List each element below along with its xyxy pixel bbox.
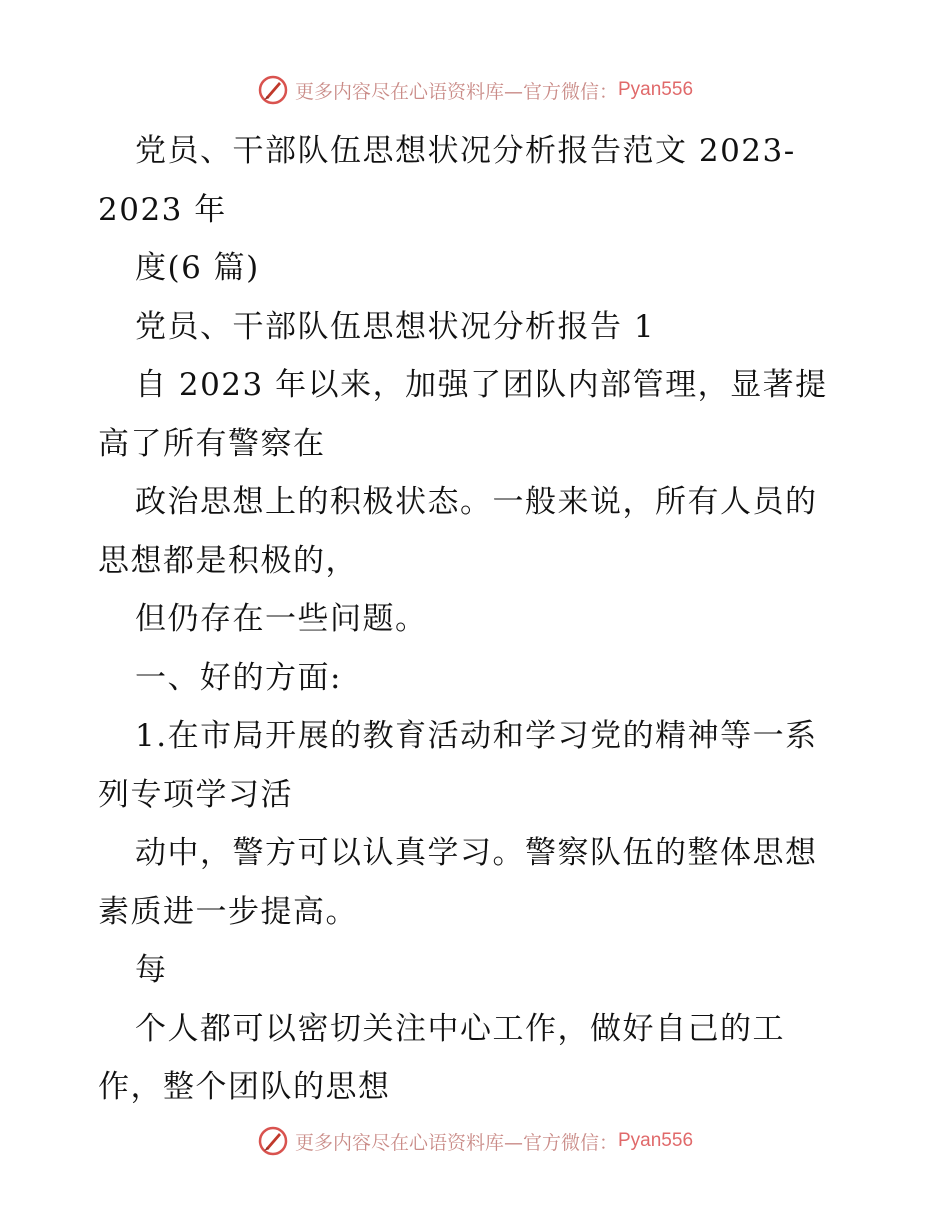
text-line: 党员、干部队伍思想状况分析报告范文 2023-	[135, 133, 796, 169]
document-body	[98, 122, 858, 1117]
text-line: 党员、干部队伍思想状况分析报告 1	[135, 308, 656, 345]
watermark-text: 更多内容尽在心语资料库—官方微信：	[294, 80, 618, 103]
text-line: 但仍存在一些问题。	[135, 601, 428, 637]
watermark-header	[0, 74, 950, 106]
text-line: 政治思想上的积极状态。一般来说，所有人员的	[135, 484, 818, 520]
text-line: 素质进一步提高。	[98, 893, 358, 930]
text-line: 一、好的方面:	[135, 659, 342, 696]
watermark-wechat-id: Pyan556	[618, 79, 694, 100]
text-line: 度(6 篇)	[135, 250, 260, 286]
text-line: 个人都可以密切关注中心工作，做好自己的工	[135, 1010, 785, 1047]
watermark-wechat-id: Pyan556	[618, 1130, 694, 1151]
text-line: 动中，警方可以认真学习。警察队伍的整体思想	[135, 835, 818, 871]
text-line: 作，整个团队的思想	[98, 1069, 391, 1105]
text-line: 列专项学习活	[98, 776, 293, 813]
watermark-text: 更多内容尽在心语资料库—官方微信：	[294, 1131, 618, 1154]
text-line: 自 2023 年以来，加强了团队内部管理，显著提	[135, 367, 828, 403]
text-line: 思想都是积极的，	[98, 542, 358, 579]
text-line: 1.在市局开展的教育活动和学习党的精神等一系	[135, 718, 818, 754]
text-line: 高了所有警察在	[98, 425, 326, 462]
text-line: 2023 年	[98, 191, 227, 228]
feather-pen-logo-icon	[257, 1125, 289, 1157]
text-line: 每	[135, 952, 168, 988]
watermark-footer	[0, 1125, 950, 1157]
feather-pen-logo-icon	[257, 74, 289, 106]
